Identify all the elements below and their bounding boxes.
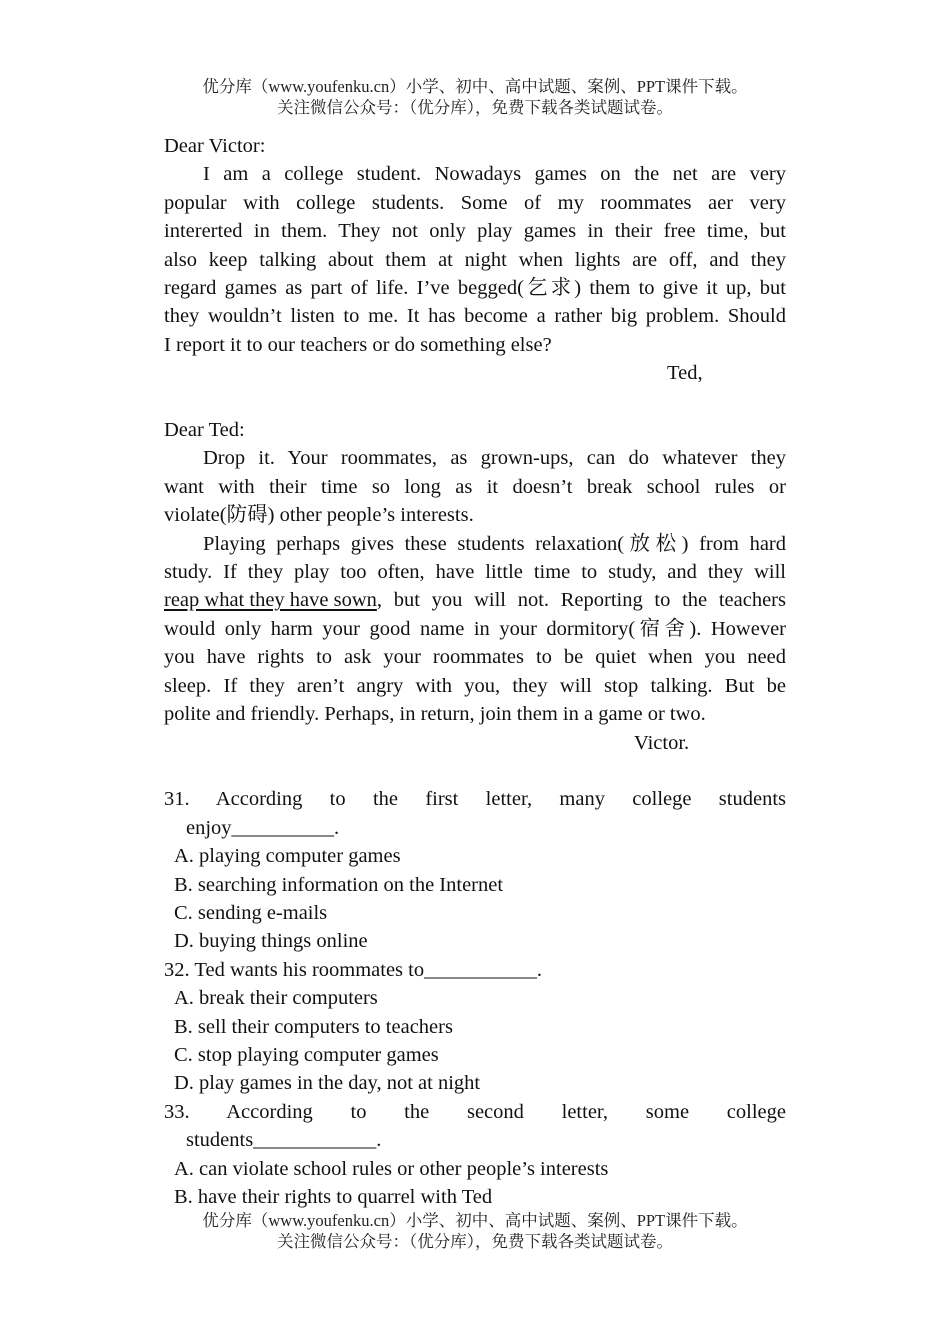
document-body bbox=[164, 132, 786, 1211]
letter1-line: also keep talking about them at night when lights are off, and they bbox=[164, 248, 786, 271]
footer-line-1: 优分库（www.youfenku.cn）小学、初中、高中试题、案例、PPT课件下载。 bbox=[202, 1211, 748, 1230]
letter1-signature: Ted, bbox=[667, 362, 703, 385]
question-32-stem: 32. Ted wants his roommates to___________. bbox=[164, 958, 542, 981]
letter1-line: intererted in them. They not only play games in their free time, but bbox=[164, 220, 786, 243]
letter2-signature: Victor. bbox=[634, 731, 690, 754]
letter2-line: would only harm your good name in your dormitory(宿舍). However bbox=[164, 617, 786, 640]
letter2-line: violate(防碍) other people’s interests. bbox=[164, 504, 474, 527]
question-option: A. can violate school rules or other people’s interests bbox=[174, 1157, 609, 1180]
header-line-1: 优分库（www.youfenku.cn）小学、初中、高中试题、案例、PPT课件下载。 bbox=[202, 77, 748, 96]
question-33-stem-cont: students____________. bbox=[186, 1129, 382, 1152]
question-option: A. playing computer games bbox=[174, 845, 401, 868]
page-footer bbox=[0, 1210, 950, 1252]
question-option: C. sending e-mails bbox=[174, 901, 328, 924]
header-line-2: 关注微信公众号：（优分库），免费下载各类试题试卷。 bbox=[277, 98, 673, 117]
letter2-line: Drop it. Your roommates, as grown-ups, can do whatever they bbox=[203, 447, 786, 470]
letter1-line: regard games as part of life. I’ve begged(乞求) them to give it up, but bbox=[164, 277, 786, 300]
letter2-line: want with their time so long as it doesn’t break school rules or bbox=[164, 475, 786, 498]
letter2-line: study. If they play too often, have little time to study, and they will bbox=[164, 561, 786, 584]
letter2-line: you have rights to ask your roommates to be quiet when you need bbox=[164, 646, 786, 669]
letter1-line: I am a college student. Nowadays games on the net are very bbox=[203, 163, 786, 186]
question-option: D. buying things online bbox=[174, 930, 368, 953]
question-option: B. have their rights to quarrel with Ted bbox=[174, 1186, 493, 1208]
letter2-line: polite and friendly. Perhaps, in return, join them in a game or two. bbox=[164, 703, 706, 726]
underlined-phrase: reap what they have sown bbox=[164, 589, 377, 612]
question-option: B. sell their computers to teachers bbox=[174, 1015, 453, 1038]
question-31-stem-cont: enjoy__________. bbox=[186, 816, 340, 839]
question-option: B. searching information on the Internet bbox=[174, 873, 504, 896]
letter2-line: Playing perhaps gives these students relaxation(放松) from hard bbox=[203, 532, 786, 555]
letter1-greeting: Dear Victor: bbox=[164, 135, 266, 157]
letter2-line: sleep. If they aren’t angry with you, they will stop talking. But be bbox=[164, 674, 786, 697]
letter2-underlined-line bbox=[164, 586, 786, 614]
question-33-stem: 33. According to the second letter, some college bbox=[164, 1100, 786, 1123]
question-31-stem: 31. According to the first letter, many college students bbox=[164, 788, 786, 811]
footer-line-2: 关注微信公众号：（优分库），免费下载各类试题试卷。 bbox=[277, 1232, 673, 1251]
page-header bbox=[0, 76, 950, 118]
letter2-line-rest: , but you will not. Reporting to the teachers bbox=[376, 589, 786, 612]
letter1-line: they wouldn’t listen to me. It has become a rather big problem. Should bbox=[164, 305, 786, 328]
question-option: C. stop playing computer games bbox=[174, 1043, 439, 1066]
question-option: D. play games in the day, not at night bbox=[174, 1072, 481, 1095]
letter1-line: popular with college students. Some of my roommates aer very bbox=[164, 191, 786, 214]
letter1-last-line: I report it to our teachers or do something else? bbox=[164, 333, 552, 356]
letter2-greeting: Dear Ted: bbox=[164, 419, 245, 442]
question-option: A. break their computers bbox=[174, 987, 378, 1010]
